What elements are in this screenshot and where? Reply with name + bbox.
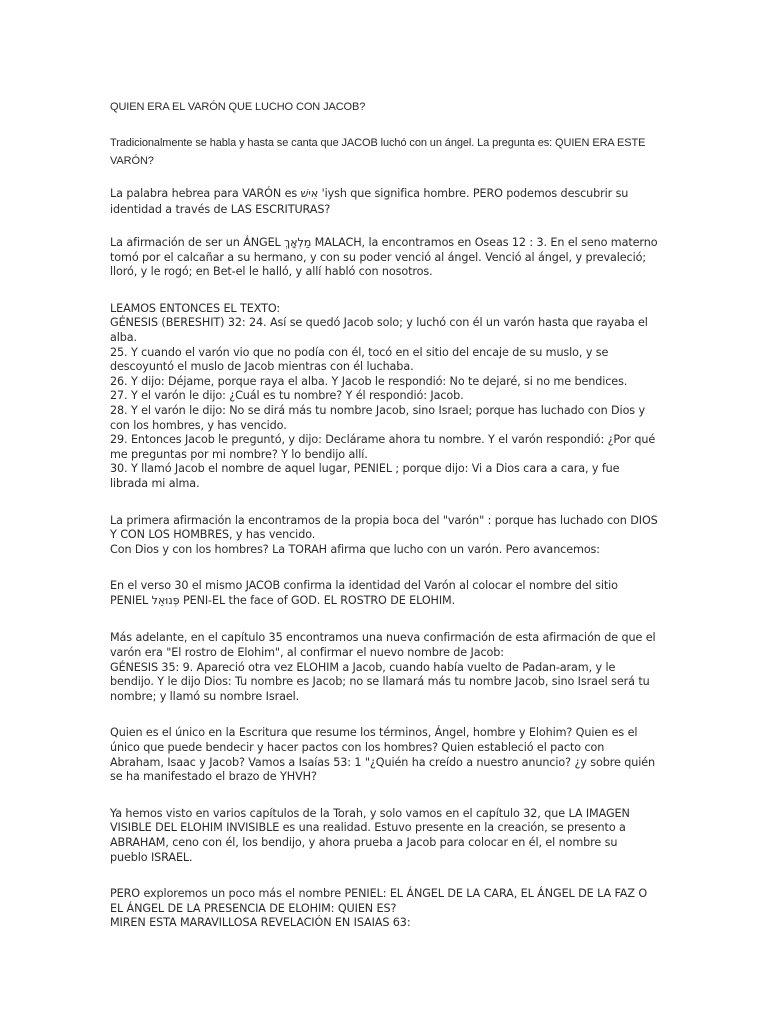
paragraph-torah-chapters: Ya hemos visto en varios capítulos de la Torah, y solo vamos en el capítulo 32, que LA IMAGEN VISIBLE DEL ELOHIM INVISIBLE es una realidad. Estuvo presente en la creación, se presento a ABRAHAM, ceno con él, los bendijo, y ahora prueba a Jacob para colocar en él, el nombre su pueblo ISRAEL. [110,806,630,864]
document-body [110,100,658,931]
document-title: QUIEN ERA EL VARÓN QUE LUCHO CON JACOB? [110,101,366,113]
paragraph-isaias-63: PERO exploremos un poco más el nombre PENIEL: EL ÁNGEL DE LA CARA, EL ÁNGEL DE LA FAZ O EL ÁNGEL DE LA PRESENCIA DE ELOHIM: QUIEN ES? MIREN ESTA MARAVILLOSA REVELACIÓN EN ISAIAS 63: [110,887,648,930]
paragraph-peniel: En el verso 30 el mismo JACOB confirma la identidad del Varón al colocar el nombre del sitio PENIEL פְּנוּאֵל PENI-EL the face of GOD. EL ROSTRO DE ELOHIM. [110,579,618,607]
paragraph-first-affirmation: La primera afirmación la encontramos de la propia boca del "varón" : porque has luchado con DIOS Y CON LOS HOMBRES, y has vencido. Con Dios y con los hombres? La TORAH afirma que lucho con un varón. Pero avancemos: [110,513,658,556]
paragraph-genesis-32: LEAMOS ENTONCES EL TEXTO: GÉNESIS (BERESHIT) 32: 24. Así se quedó Jacob solo; y luchó con él un varón hasta que rayaba el alba. 25. Y cuando el varón vio que no podía con él, tocó en el sitio del encaje de su muslo, y se descoyuntó el muslo de Jacob mientras con él luchaba. 26. Y dijo: Déjame, porque raya el alba. Y Jacob le respondió: No te dejaré, si no me bendices. 27. Y el varón le dijo: ¿Cuál es tu nombre? Y él respondió: Jacob. 28. Y el varón le dijo: No se dirá más tu nombre Jacob, sino Israel; porque has luchado con Dios y con los hombres, y has vencido. 29. Entonces Jacob le preguntó, y dijo: Declárame ahora tu nombre. Y el varón respondió: ¿Por qué me preguntas por mi nombre? Y lo bendijo allí. 30. Y llamó Jacob el nombre de aquel lugar, PENIEL ; porque dijo: Vi a Dios cara a cara, y fue librada mi alma. [110,301,656,490]
paragraph-angel-malach: La afirmación de ser un ÁNGEL מַלְאָךְ MALACH, la encontramos en Oseas 12 : 3. En el seno materno tomó por el calcañar a su hermano, y con su poder venció al ángel. Venció al ángel, y prevaleció; lloró, y le rogó; en Bet-el le halló, y allí habló con nosotros. [110,236,658,279]
paragraph-genesis-35: Más adelante, en el capítulo 35 encontramos una nueva confirmación de esta afirmación de que el varón era "El rostro de Elohim", al confirmar el nuevo nombre de Jacob: GÉNESIS 35: 9. Apareció otra vez ELOHIM a Jacob, cuando había vuelto de Padan-aram, y le bendijo. Y le dijo Dios: Tu nombre es Jacob; no se llamará más tu nombre Jacob, sino Israel será tu nombre; y llamó su nombre Israel. [110,631,656,703]
paragraph-isaias-53: Quien es el único en la Escritura que resume los términos, Ángel, hombre y Elohim? Quien es el único que puede bendecir y hacer pactos con los hombres? Quien estableció el pacto con Abraham, Isaac y Jacob? Vamos a Isaías 53: 1 "¿Quién ha creído a nuestro anuncio? ¿y sobre quién se ha manifestado el brazo de YHVH? [110,726,656,784]
intro-paragraph: Tradicionalmente se habla y hasta se canta que JACOB luchó con un ángel. La pregunta es: QUIEN ERA ESTE VARÓN? [110,137,646,167]
paragraph-varon-meaning: La palabra hebrea para VARÓN es אִישׁ 'iysh que significa hombre. PERO podemos descubrir su identidad a través de LAS ESCRITURAS? [110,187,629,216]
